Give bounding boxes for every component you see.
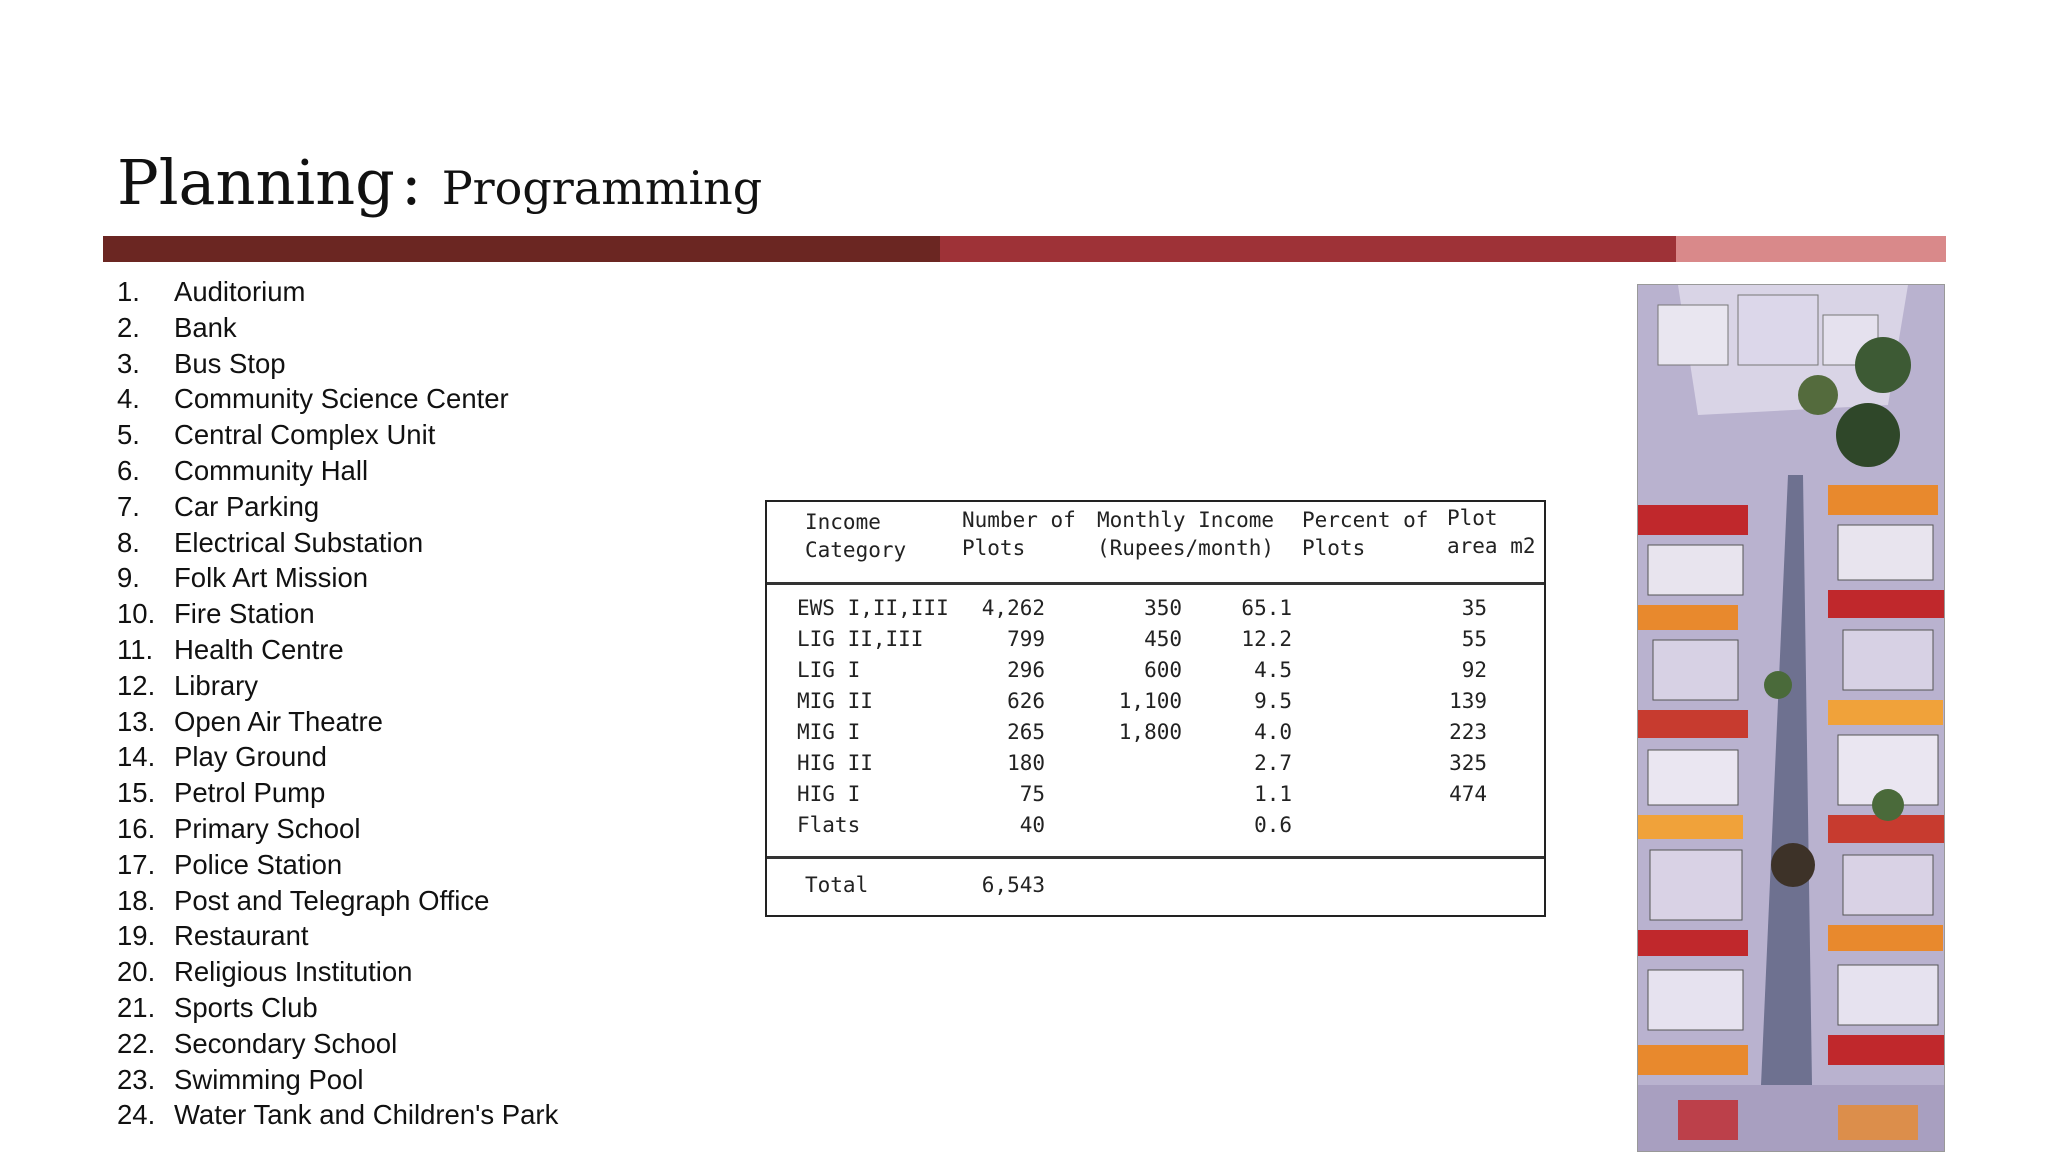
list-item [117,918,558,954]
table-row [767,596,1544,626]
list-item-label: Health Centre [174,633,344,665]
table-row [767,627,1544,657]
title-rule-dark [103,236,940,262]
list-item-label: Swimming Pool [174,1063,364,1095]
list-item-label: Police Station [174,848,343,880]
list-item-label: Petrol Pump [174,777,326,809]
list-item [117,274,558,310]
header-number-of-plots: Number of Plots [962,508,1076,560]
slide-title [117,146,762,219]
list-item-label: Water Tank and Children's Park [174,1099,559,1131]
header-percent-of-plots: Percent of Plots [1302,508,1429,560]
list-item-label: Post and Telegraph Office [174,884,490,916]
table-header [767,502,1544,585]
header-income-category: Income Category [805,510,907,562]
list-item [117,453,558,489]
cell-area: 55 [1461,627,1487,651]
cell-income: 350 [1144,596,1182,620]
list-item [117,596,558,632]
cell-plots: 75 [1019,782,1045,806]
list-item-number: 7. [117,490,140,522]
list-item-label: Auditorium [174,276,306,307]
cell-area: 139 [1449,689,1487,713]
township-illustration [1637,284,1945,1152]
list-item-label: Car Parking [174,490,320,522]
list-item [117,525,558,561]
list-item-number: 13. [117,705,156,737]
cell-income: 1,100 [1118,689,1182,713]
cell-percent: 4.5 [1254,658,1292,682]
list-item-number: 23. [117,1063,156,1095]
list-item [117,1062,558,1098]
list-item-label: Community Science Center [174,383,509,415]
list-item-number: 9. [117,562,140,594]
program-list [117,274,558,1133]
list-item [117,346,558,382]
list-item-label: Secondary School [174,1027,398,1059]
title-rule-mid [940,236,1676,262]
cell-percent: 4.0 [1254,720,1292,744]
list-item-label: Primary School [174,812,361,844]
list-item [117,883,558,919]
list-item-number: 20. [117,956,156,988]
cell-area: 35 [1461,596,1487,620]
list-item [117,1097,558,1133]
table-footer [767,856,1544,920]
list-item [117,775,558,811]
list-item-number: 14. [117,741,156,773]
title-separator: : [400,146,422,219]
table-row [767,751,1544,781]
cell-category: MIG I [797,720,861,744]
list-item-number: 2. [117,311,140,343]
list-item-number: 6. [117,454,140,486]
cell-area: 92 [1461,658,1487,682]
list-item [117,990,558,1026]
list-item [117,1026,558,1062]
cell-plots: 265 [1007,720,1045,744]
list-item-number: 8. [117,526,140,558]
list-item-number: 24. [117,1099,156,1131]
total-label: Total [805,873,869,897]
cell-percent: 0.6 [1254,813,1292,837]
list-item-label: Sports Club [174,991,318,1023]
list-item-number: 19. [117,920,156,952]
list-item-label: Religious Institution [174,956,413,988]
table-row [767,782,1544,812]
list-item [117,954,558,990]
cell-income: 450 [1144,627,1182,651]
table-row [767,720,1544,750]
list-item [117,489,558,525]
table-row [767,658,1544,688]
cell-income: 600 [1144,658,1182,682]
title-rule-light [1676,236,1946,262]
list-item-label: Electrical Substation [174,526,424,558]
income-plots-table [765,500,1546,917]
list-item-number: 22. [117,1027,156,1059]
list-item [117,560,558,596]
cell-category: Flats [797,813,861,837]
list-item-label: Library [174,669,259,701]
cell-plots: 40 [1019,813,1045,837]
header-plot-area: Plot area m2 [1447,506,1536,558]
cell-category: LIG I [797,658,861,682]
list-item [117,704,558,740]
township-illustration-drawing [1638,285,1945,1152]
list-item-number: 15. [117,777,156,809]
cell-category: HIG I [797,782,861,806]
cell-category: EWS I,II,III [797,596,949,620]
cell-income: 1,800 [1118,720,1182,744]
list-item-label: Central Complex Unit [174,419,436,451]
list-item-label: Bank [174,311,237,343]
cell-area: 325 [1449,751,1487,775]
list-item [117,310,558,346]
cell-plots: 799 [1007,627,1045,651]
list-item [117,739,558,775]
cell-plots: 626 [1007,689,1045,713]
list-item-number: 3. [117,347,140,379]
cell-plots: 4,262 [981,596,1045,620]
header-monthly-income: Monthly Income (Rupees/month) [1097,508,1275,560]
list-item-number: 17. [117,848,156,880]
list-item-label: Open Air Theatre [174,705,383,737]
list-item-number: 21. [117,991,156,1023]
cell-category: LIG II,III [797,627,924,651]
list-item-number: 18. [117,884,156,916]
title-main: Planning [117,146,395,219]
list-item-number: 10. [117,598,156,630]
title-subtitle: Programming [441,161,763,215]
list-item-label: Fire Station [174,598,315,630]
cell-percent: 9.5 [1254,689,1292,713]
cell-area: 474 [1449,782,1487,806]
table-row [767,689,1544,719]
total-plots: 6,543 [981,873,1045,897]
cell-percent: 12.2 [1241,627,1292,651]
list-item-number: 11. [117,633,154,665]
cell-area: 223 [1449,720,1487,744]
list-item-number: 4. [117,383,140,415]
table-row [767,813,1544,843]
cell-category: HIG II [797,751,873,775]
cell-percent: 1.1 [1254,782,1292,806]
list-item-label: Bus Stop [174,347,286,379]
list-item-number: 1. [117,276,140,307]
list-item [117,847,558,883]
list-item-number: 16. [117,812,156,844]
cell-percent: 2.7 [1254,751,1292,775]
list-item-number: 12. [117,669,156,701]
list-item [117,668,558,704]
list-item-label: Folk Art Mission [174,562,369,594]
list-item-label: Restaurant [174,920,309,952]
list-item-label: Community Hall [174,454,369,486]
list-item [117,417,558,453]
list-item [117,811,558,847]
cell-percent: 65.1 [1241,596,1292,620]
list-item [117,381,558,417]
cell-category: MIG II [797,689,873,713]
list-item [117,632,558,668]
list-item-number: 5. [117,419,140,451]
cell-plots: 180 [1007,751,1045,775]
list-item-label: Play Ground [174,741,327,773]
cell-plots: 296 [1007,658,1045,682]
